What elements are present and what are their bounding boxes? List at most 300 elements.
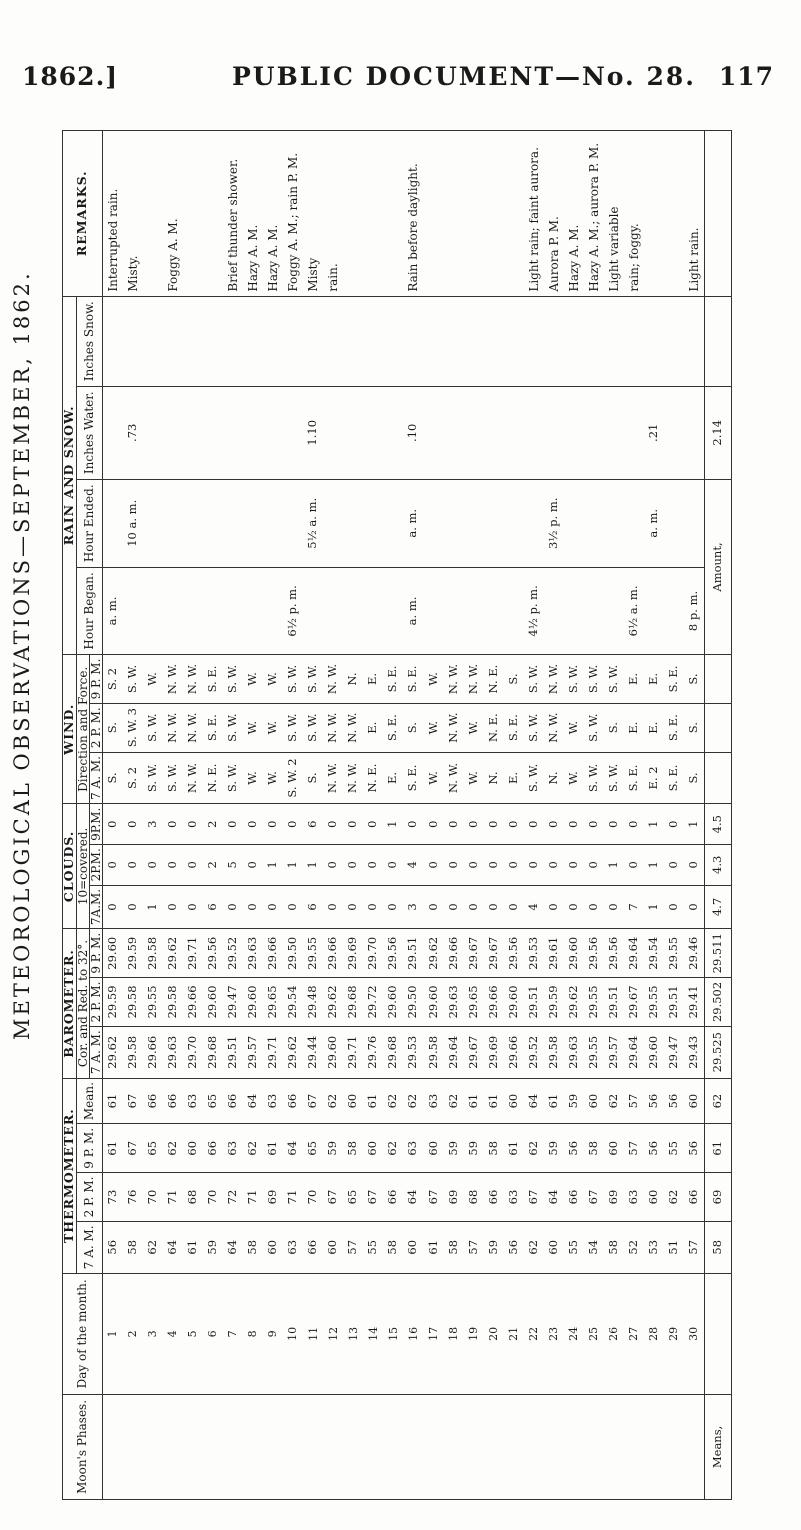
cell-t2: 63 [503, 1173, 523, 1222]
cell-began: 6½ a. m. [624, 567, 644, 654]
table-row [203, 131, 223, 1500]
cell-b2: 29.72 [363, 978, 383, 1027]
cell-c9: 0 [483, 804, 503, 845]
cell-t2: 64 [544, 1173, 564, 1222]
cell-water [343, 386, 363, 479]
cell-b2: 29.47 [223, 978, 243, 1027]
cell-c9: 0 [503, 804, 523, 845]
cell-snow [544, 296, 564, 386]
header-c2: 2P.M. [89, 845, 102, 886]
cell-water [243, 386, 263, 479]
cell-snow [163, 296, 183, 386]
cell-c2: 0 [102, 845, 123, 886]
cell-day: 1 [102, 1273, 123, 1394]
cell-remarks [423, 131, 443, 297]
cell-snow [263, 296, 283, 386]
cell-day: 3 [143, 1273, 163, 1394]
cell-w2: S. [684, 703, 705, 752]
cell-b7: 29.67 [463, 1026, 483, 1078]
cell-mean: 64 [524, 1078, 544, 1124]
cell-moon [544, 1394, 564, 1499]
cell-remarks [203, 131, 223, 297]
cell-began [203, 567, 223, 654]
cell-moon [664, 1394, 684, 1499]
cell-t7: 62 [524, 1221, 544, 1273]
cell-w7: S. W. [143, 752, 163, 804]
cell-moon [443, 1394, 463, 1499]
cell-w2: S. E. [383, 703, 403, 752]
totals-b2: 29.502 [705, 978, 732, 1027]
cell-c9: 0 [283, 804, 303, 845]
cell-w7: W. [564, 752, 584, 804]
running-head-title: PUBLIC DOCUMENT—No. 28. [232, 62, 696, 91]
cell-t7: 60 [323, 1221, 343, 1273]
cell-w2: S. W. [283, 703, 303, 752]
cell-began [483, 567, 503, 654]
cell-w9: S. [684, 655, 705, 704]
cell-w7: N. W. [343, 752, 363, 804]
cell-t9: 61 [503, 1124, 523, 1173]
cell-t7: 66 [303, 1221, 323, 1273]
cell-c9: 0 [624, 804, 644, 845]
cell-b9: 29.58 [143, 929, 163, 978]
cell-moon [203, 1394, 223, 1499]
cell-remarks [483, 131, 503, 297]
cell-water [564, 386, 584, 479]
cell-began [443, 567, 463, 654]
totals-t7: 58 [705, 1221, 732, 1273]
table-row [624, 131, 644, 1500]
header-rain-snow: RAIN AND SNOW. [63, 296, 77, 655]
cell-t2: 67 [323, 1173, 343, 1222]
cell-w7: S. W. 2 [283, 752, 303, 804]
cell-ended [423, 479, 443, 567]
cell-began [223, 567, 243, 654]
cell-t2: 71 [243, 1173, 263, 1222]
header-thermometer: THERMOMETER. [63, 1078, 77, 1273]
cell-c9: 0 [223, 804, 243, 845]
cell-c7: 0 [223, 885, 243, 929]
cell-t2: 66 [483, 1173, 503, 1222]
cell-day: 16 [403, 1273, 423, 1394]
totals-day [705, 1273, 732, 1394]
header-moon: Moon's Phases. [63, 1394, 103, 1499]
cell-t7: 61 [423, 1221, 443, 1273]
cell-remarks: Light rain; faint aurora. [524, 131, 544, 297]
cell-mean: 62 [383, 1078, 403, 1124]
cell-t9: 61 [102, 1124, 123, 1173]
cell-c7: 0 [503, 885, 523, 929]
header-t2: 2 P. M. [76, 1173, 102, 1222]
header-ended: Hour Ended. [76, 479, 102, 567]
cell-t7: 57 [463, 1221, 483, 1273]
cell-ended [363, 479, 383, 567]
cell-c9: 0 [423, 804, 443, 845]
table-row [403, 131, 423, 1500]
cell-water: .73 [123, 386, 143, 479]
cell-t9: 61 [263, 1124, 283, 1173]
cell-moon [463, 1394, 483, 1499]
cell-w7: W. [463, 752, 483, 804]
cell-t9: 62 [524, 1124, 544, 1173]
cell-w2: S. [403, 703, 423, 752]
cell-w9: E. [363, 655, 383, 704]
cell-t9: 58 [483, 1124, 503, 1173]
cell-w7: N. E. [363, 752, 383, 804]
cell-water [143, 386, 163, 479]
cell-w7: S. [102, 752, 123, 804]
cell-ended: 3½ p. m. [544, 479, 564, 567]
cell-mean: 66 [143, 1078, 163, 1124]
cell-remarks [363, 131, 383, 297]
cell-t9: 62 [243, 1124, 263, 1173]
cell-began [123, 567, 143, 654]
cell-t2: 70 [203, 1173, 223, 1222]
cell-t7: 64 [223, 1221, 243, 1273]
cell-w7: S. E. [624, 752, 644, 804]
cell-water [443, 386, 463, 479]
cell-w7: W. [263, 752, 283, 804]
cell-water [483, 386, 503, 479]
cell-snow [203, 296, 223, 386]
cell-w9: S. [503, 655, 523, 704]
cell-snow [323, 296, 343, 386]
cell-b2: 29.65 [463, 978, 483, 1027]
cell-w2: S. W. [223, 703, 243, 752]
cell-began [564, 567, 584, 654]
cell-mean: 60 [684, 1078, 705, 1124]
cell-mean: 61 [102, 1078, 123, 1124]
cell-w9: W. [143, 655, 163, 704]
cell-c7: 0 [383, 885, 403, 929]
cell-c7: 0 [463, 885, 483, 929]
cell-moon [102, 1394, 123, 1499]
cell-moon [483, 1394, 503, 1499]
cell-w2: E. [363, 703, 383, 752]
cell-w2: N. W. [323, 703, 343, 752]
cell-t7: 56 [102, 1221, 123, 1273]
cell-began [163, 567, 183, 654]
cell-t2: 69 [263, 1173, 283, 1222]
header-w9: 9 P. M. [89, 655, 102, 704]
cell-mean: 64 [243, 1078, 263, 1124]
cell-b7: 29.58 [544, 1026, 564, 1078]
cell-moon [243, 1394, 263, 1499]
totals-w9 [705, 655, 732, 704]
cell-b2: 29.60 [423, 978, 443, 1027]
cell-mean: 67 [123, 1078, 143, 1124]
cell-w7: N. W. [183, 752, 203, 804]
cell-c7: 0 [123, 885, 143, 929]
cell-remarks: Hazy A. M. [243, 131, 263, 297]
cell-w9: S. W. [524, 655, 544, 704]
cell-c2: 1 [644, 845, 664, 886]
cell-day: 7 [223, 1273, 243, 1394]
cell-t7: 58 [443, 1221, 463, 1273]
cell-b9: 29.61 [544, 929, 564, 978]
cell-c7: 0 [584, 885, 604, 929]
cell-c7: 0 [243, 885, 263, 929]
cell-ended [163, 479, 183, 567]
cell-b9: 29.56 [604, 929, 624, 978]
cell-c2: 0 [664, 845, 684, 886]
cell-moon [524, 1394, 544, 1499]
cell-day: 20 [483, 1273, 503, 1394]
cell-t9: 58 [343, 1124, 363, 1173]
cell-ended [624, 479, 644, 567]
table-row [102, 131, 123, 1500]
cell-day: 22 [524, 1273, 544, 1394]
cell-snow [363, 296, 383, 386]
cell-snow [403, 296, 423, 386]
cell-b2: 29.68 [343, 978, 363, 1027]
cell-remarks: Rain before daylight. [403, 131, 423, 297]
header-barometer-sub: Cor. and Red. to 32°. [76, 929, 89, 1078]
cell-t9: 60 [604, 1124, 624, 1173]
cell-began [323, 567, 343, 654]
cell-b7: 29.63 [163, 1026, 183, 1078]
header-wind: WIND. [63, 655, 77, 804]
cell-t9: 59 [323, 1124, 343, 1173]
header-clouds-sub: 10=covered. [76, 804, 89, 929]
cell-w2: N. E. [483, 703, 503, 752]
cell-snow [584, 296, 604, 386]
cell-t9: 63 [403, 1124, 423, 1173]
cell-remarks: Hazy A. M.; aurora P. M. [584, 131, 604, 297]
cell-c7: 0 [102, 885, 123, 929]
cell-day: 27 [624, 1273, 644, 1394]
cell-began [263, 567, 283, 654]
cell-water [363, 386, 383, 479]
table-row [183, 131, 203, 1500]
cell-b2: 29.62 [323, 978, 343, 1027]
table-row [584, 131, 604, 1500]
cell-water [163, 386, 183, 479]
observations-table-wrapper [62, 130, 732, 1500]
cell-moon [343, 1394, 363, 1499]
cell-t7: 58 [604, 1221, 624, 1273]
cell-water [183, 386, 203, 479]
cell-moon [403, 1394, 423, 1499]
cell-day: 18 [443, 1273, 463, 1394]
cell-water [544, 386, 564, 479]
cell-t2: 63 [624, 1173, 644, 1222]
header-w2: 2 P. M. [89, 703, 102, 752]
cell-remarks [383, 131, 403, 297]
cell-t2: 69 [604, 1173, 624, 1222]
cell-w7: N. W. [323, 752, 343, 804]
cell-c2: 0 [243, 845, 263, 886]
cell-w2: N. W. [544, 703, 564, 752]
cell-mean: 56 [644, 1078, 664, 1124]
cell-w7: S. E. [403, 752, 423, 804]
cell-b9: 29.64 [624, 929, 644, 978]
cell-w2: W. [564, 703, 584, 752]
cell-t7: 51 [664, 1221, 684, 1273]
cell-w9: E. [624, 655, 644, 704]
cell-c2: 1 [283, 845, 303, 886]
cell-w9: S. 2 [102, 655, 123, 704]
cell-day: 9 [263, 1273, 283, 1394]
cell-c7: 0 [323, 885, 343, 929]
cell-t9: 63 [223, 1124, 243, 1173]
cell-began [664, 567, 684, 654]
cell-t9: 64 [283, 1124, 303, 1173]
header-snow: Inches Snow. [76, 296, 102, 386]
cell-remarks [644, 131, 664, 297]
cell-t7: 55 [363, 1221, 383, 1273]
cell-w2: E. [644, 703, 664, 752]
table-row [423, 131, 443, 1500]
cell-t2: 68 [183, 1173, 203, 1222]
table-row [463, 131, 483, 1500]
cell-began [363, 567, 383, 654]
cell-c2: 0 [323, 845, 343, 886]
cell-t7: 61 [183, 1221, 203, 1273]
cell-snow [483, 296, 503, 386]
cell-mean: 66 [223, 1078, 243, 1124]
cell-began [183, 567, 203, 654]
cell-b9: 29.56 [584, 929, 604, 978]
cell-w7: S. [303, 752, 323, 804]
cell-b9: 29.55 [303, 929, 323, 978]
cell-c9: 0 [263, 804, 283, 845]
cell-c2: 0 [624, 845, 644, 886]
cell-remarks: Hazy A. M. [263, 131, 283, 297]
cell-mean: 60 [584, 1078, 604, 1124]
cell-moon [363, 1394, 383, 1499]
totals-w7 [705, 752, 732, 804]
cell-c7: 6 [203, 885, 223, 929]
cell-t2: 72 [223, 1173, 243, 1222]
table-row [243, 131, 263, 1500]
cell-w2: S. W. [143, 703, 163, 752]
cell-c2: 0 [483, 845, 503, 886]
cell-c9: 0 [524, 804, 544, 845]
cell-remarks: Interrupted rain. [102, 131, 123, 297]
cell-water [463, 386, 483, 479]
cell-t9: 62 [383, 1124, 403, 1173]
cell-began [383, 567, 403, 654]
cell-w9: E. [644, 655, 664, 704]
cell-t9: 58 [584, 1124, 604, 1173]
table-row [524, 131, 544, 1500]
cell-w2: S. [604, 703, 624, 752]
cell-day: 26 [604, 1273, 624, 1394]
cell-snow [423, 296, 443, 386]
cell-t9: 60 [363, 1124, 383, 1173]
cell-b7: 29.76 [363, 1026, 383, 1078]
cell-c2: 5 [223, 845, 243, 886]
cell-mean: 66 [163, 1078, 183, 1124]
header-day: Day of the month. [63, 1273, 103, 1394]
cell-w9: W. [243, 655, 263, 704]
cell-t2: 67 [584, 1173, 604, 1222]
cell-c9: 0 [183, 804, 203, 845]
cell-b7: 29.66 [503, 1026, 523, 1078]
cell-c7: 0 [343, 885, 363, 929]
cell-day: 28 [644, 1273, 664, 1394]
cell-t9: 59 [443, 1124, 463, 1173]
cell-w9: N. [343, 655, 363, 704]
header-b7: 7 A. M. [89, 1026, 102, 1078]
cell-water [604, 386, 624, 479]
cell-c9: 2 [203, 804, 223, 845]
cell-b9: 29.55 [664, 929, 684, 978]
cell-b9: 29.66 [443, 929, 463, 978]
cell-snow [383, 296, 403, 386]
cell-ended [223, 479, 243, 567]
cell-t7: 60 [544, 1221, 564, 1273]
cell-b7: 29.62 [283, 1026, 303, 1078]
cell-c2: 0 [163, 845, 183, 886]
cell-c9: 1 [684, 804, 705, 845]
cell-water [423, 386, 443, 479]
cell-snow [684, 296, 705, 386]
cell-c2: 0 [684, 845, 705, 886]
cell-c2: 0 [183, 845, 203, 886]
cell-mean: 61 [363, 1078, 383, 1124]
cell-w9: N. W. [183, 655, 203, 704]
table-row [664, 131, 684, 1500]
cell-c7: 0 [483, 885, 503, 929]
cell-snow [664, 296, 684, 386]
table-row [123, 131, 143, 1500]
cell-day: 14 [363, 1273, 383, 1394]
cell-c7: 3 [403, 885, 423, 929]
cell-t9: 67 [123, 1124, 143, 1173]
cell-moon [163, 1394, 183, 1499]
observations-table [62, 130, 732, 1500]
cell-w2: S. W. [524, 703, 544, 752]
table-row [323, 131, 343, 1500]
cell-began [463, 567, 483, 654]
cell-w9: S. W. [604, 655, 624, 704]
table-row [303, 131, 323, 1500]
cell-snow [303, 296, 323, 386]
cell-snow [443, 296, 463, 386]
cell-c7: 4 [524, 885, 544, 929]
cell-w2: N. W. [443, 703, 463, 752]
cell-mean: 57 [624, 1078, 644, 1124]
cell-began: 6½ p. m. [283, 567, 303, 654]
cell-b7: 29.47 [664, 1026, 684, 1078]
header-w7: 7 A. M. [89, 752, 102, 804]
cell-b2: 29.67 [624, 978, 644, 1027]
side-caption: METEOROLOGICAL OBSERVATIONS—SEPTEMBER, 1862. [10, 270, 34, 1040]
cell-b2: 29.59 [102, 978, 123, 1027]
cell-t9: 56 [684, 1124, 705, 1173]
cell-remarks [143, 131, 163, 297]
cell-b7: 29.64 [443, 1026, 463, 1078]
table-row [343, 131, 363, 1500]
cell-c2: 4 [403, 845, 423, 886]
cell-t7: 56 [503, 1221, 523, 1273]
table-row [283, 131, 303, 1500]
cell-mean: 61 [483, 1078, 503, 1124]
cell-day: 4 [163, 1273, 183, 1394]
cell-remarks [664, 131, 684, 297]
cell-t2: 67 [524, 1173, 544, 1222]
cell-w9: N. W. [323, 655, 343, 704]
cell-b7: 29.62 [102, 1026, 123, 1078]
cell-t2: 70 [143, 1173, 163, 1222]
cell-w9: S. W. [123, 655, 143, 704]
cell-w7: N. W. [443, 752, 463, 804]
cell-b7: 29.60 [644, 1026, 664, 1078]
cell-moon [323, 1394, 343, 1499]
cell-mean: 63 [183, 1078, 203, 1124]
